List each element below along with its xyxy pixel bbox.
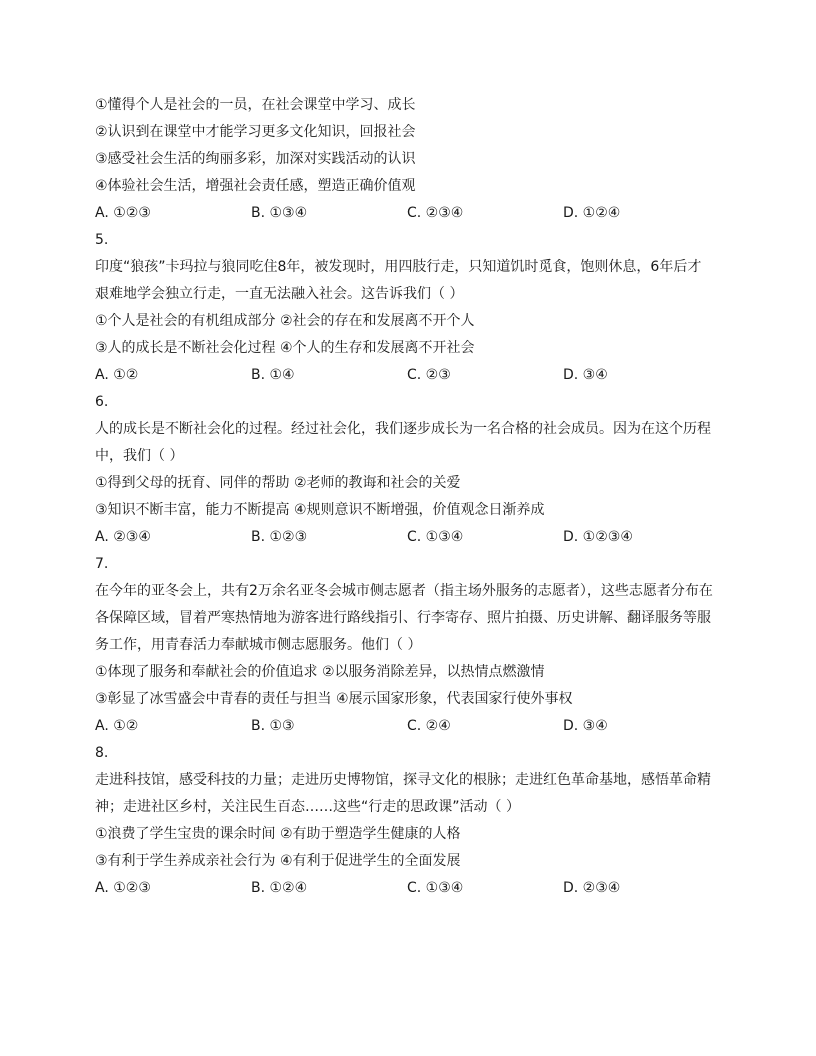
choice-a: A. ②③④: [95, 529, 151, 545]
choice-c: C. ①③④: [407, 529, 464, 545]
statement: ①浪费了学生宝贵的课余时间 ②有助于塑造学生健康的人格: [95, 826, 461, 842]
choice-a: A. ①②: [95, 367, 139, 383]
answer-choices: [95, 362, 735, 389]
choice-a: A. ①②: [95, 718, 139, 734]
choice-b: B. ①④: [251, 367, 295, 383]
statement: ①个人是社会的有机组成部分 ②社会的存在和发展离不开个人: [95, 313, 475, 329]
choice-d: D. ③④: [563, 718, 608, 734]
question-5: [95, 227, 735, 389]
choice-b: B. ①②④: [251, 880, 308, 896]
question-stem: 中，我们（ ）: [95, 448, 184, 464]
choice-b: B. ①③④: [251, 205, 308, 221]
choice-d: D. ②③④: [563, 880, 621, 896]
statement: ①得到父母的抚育、同伴的帮助 ②老师的教诲和社会的关爱: [95, 475, 461, 491]
question-number: 7.: [95, 556, 109, 572]
statement: ③知识不断丰富，能力不断提高 ④规则意识不断增强，价值观念日渐养成: [95, 502, 545, 518]
choice-d: D. ①②④: [563, 205, 621, 221]
question-stem: 走进科技馆，感受科技的力量；走进历史博物馆，探寻文化的根脉；走进红色革命基地，感悟革命精: [95, 772, 711, 788]
question-6: [95, 389, 735, 551]
question-stem: 人的成长是不断社会化的过程。经过社会化，我们逐步成长为一名合格的社会成员。因为在这个历程: [95, 421, 711, 437]
question-stem: 艰难地学会独立行走，一直无法融入社会。这告诉我们（ ）: [95, 286, 464, 302]
statement: ①体现了服务和奉献社会的价值追求 ②以服务消除差异，以热情点燃激情: [95, 664, 545, 680]
choice-d: D. ③④: [563, 367, 608, 383]
question-stem: 印度“狼孩”卡玛拉与狼同吃住8年，被发现时，用四肢行走，只知道饥时觅食，饱则休息，6年后才: [95, 259, 702, 275]
answer-choices: [95, 713, 735, 740]
question-7: [95, 551, 735, 740]
question-number: 6.: [95, 394, 109, 410]
statement: ③彰显了冰雪盛会中青春的责任与担当 ④展示国家形象，代表国家行使外事权: [95, 691, 573, 707]
question-4: [95, 92, 735, 227]
statement: ②认识到在课堂中才能学习更多文化知识，回报社会: [95, 124, 416, 140]
choice-a: A. ①②③: [95, 880, 151, 896]
question-stem: 务工作，用青春活力奉献城市侧志愿服务。他们（ ）: [95, 637, 422, 653]
answer-choices: [95, 875, 735, 902]
question-stem: 各保障区域，冒着严寒热情地为游客进行路线指引、行李寄存、照片拍摄、历史讲解、翻译服务等服: [95, 610, 711, 626]
question-8: [95, 740, 735, 902]
choice-b: B. ①③: [251, 718, 295, 734]
statement: ③人的成长是不断社会化过程 ④个人的生存和发展离不开社会: [95, 340, 475, 356]
choice-c: C. ②③: [407, 367, 451, 383]
statement: ④体验社会生活，增强社会责任感，塑造正确价值观: [95, 178, 416, 194]
answer-choices: [95, 200, 735, 227]
question-stem: 在今年的亚冬会上，共有2万余名亚冬会城市侧志愿者（指主场外服务的志愿者），这些志愿者分布在: [95, 583, 713, 599]
choice-d: D. ①②③④: [563, 529, 633, 545]
choice-b: B. ①②③: [251, 529, 308, 545]
question-stem: 神；走进社区乡村，关注民生百态……这些“行走的思政课”活动（ ）: [95, 799, 520, 815]
choice-c: C. ②④: [407, 718, 451, 734]
statement: ①懂得个人是社会的一员，在社会课堂中学习、成长: [95, 97, 416, 113]
statement: ③感受社会生活的绚丽多彩，加深对实践活动的认识: [95, 151, 416, 167]
question-number: 8.: [95, 745, 109, 761]
choice-c: C. ②③④: [407, 205, 464, 221]
question-list: [95, 92, 735, 902]
choice-c: C. ①③④: [407, 880, 464, 896]
choice-a: A. ①②③: [95, 205, 151, 221]
answer-choices: [95, 524, 735, 551]
question-number: 5.: [95, 232, 109, 248]
statement: ③有利于学生养成亲社会行为 ④有利于促进学生的全面发展: [95, 853, 461, 869]
